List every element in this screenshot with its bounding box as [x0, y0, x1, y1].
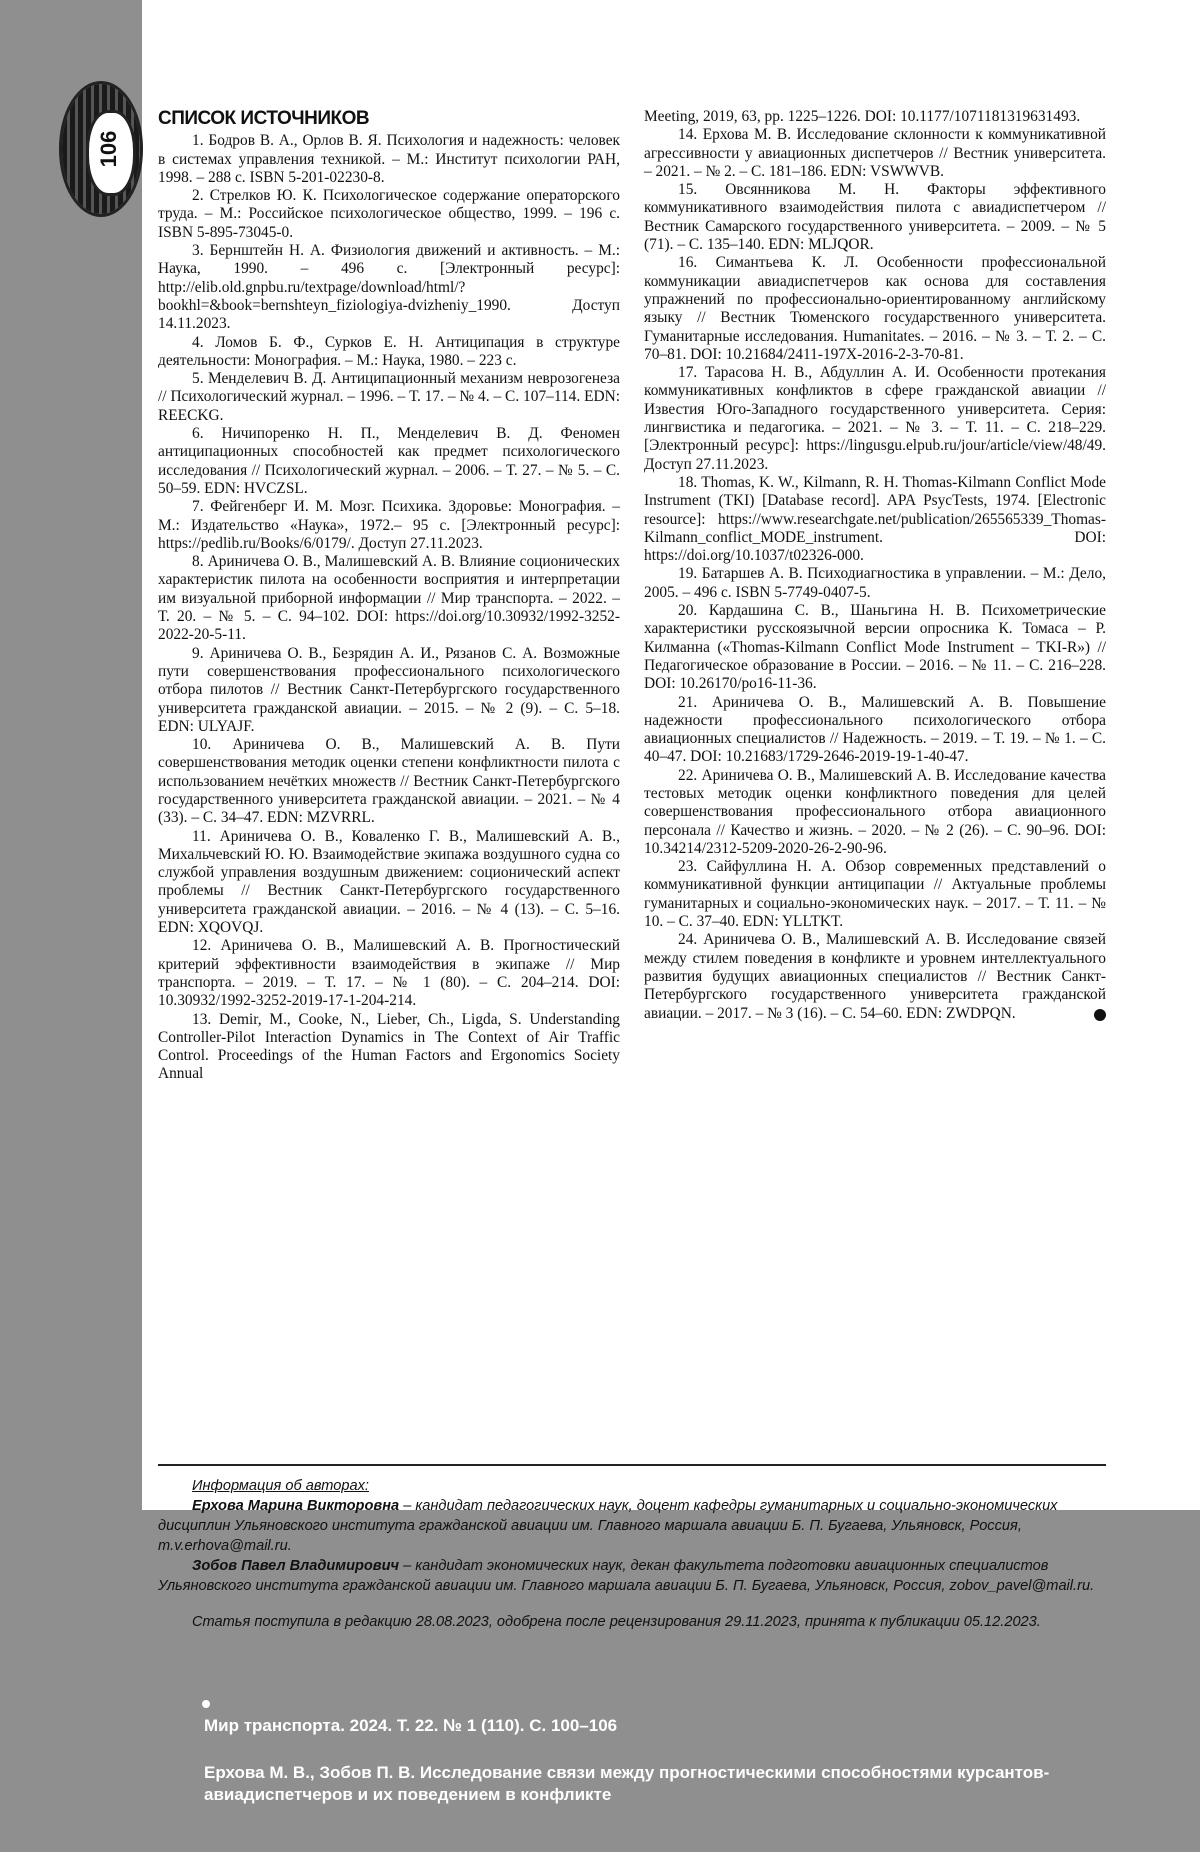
- end-mark-icon: [1094, 1009, 1106, 1021]
- reference-item: 16. Симантьева К. Л. Особенности профессиональной коммуникации авиадиспетчеров как основа для составления упражнений по профессионально-ориентированному английскому языку // Вестник Тюменского государственного университета. Гуманитарные исследования. Humanitates. – 2016. – № 3. – Т. 2. – С. 70–81. DOI: 10.21684/2411-197X-2016-2-3-70-81.: [644, 254, 1106, 363]
- reference-item: 12. Ариничева О. В., Малишевский А. В. Прогностический критерий эффективности взаимодействия в экипаже // Мир транспорта. – 2019. – Т. 17. – № 1 (80). – С. 204–214. DOI: 10.30932/1992-3252-2019-17-1-204-214.: [158, 937, 620, 1010]
- author-info: [158, 1476, 1106, 1632]
- reference-item: 1. Бодров В. А., Орлов В. Я. Психология и надежность: человек в системах управления техникой. – М.: Институт психологии РАН, 1998. – 288 с. ISBN 5-201-02230-8.: [158, 132, 620, 186]
- reference-item: 7. Фейгенберг И. М. Мозг. Психика. Здоровье: Монография. – М.: Издательство «Наука», 1972.– 95 с. [Электронный ресурс]: https://pedlib.ru/Books/6/0179/. Доступ 27.11.2023.: [158, 498, 620, 552]
- reference-item: 15. Овсянникова М. Н. Факторы эффективного коммуникативного взаимодействия пилота с авиадиспетчером // Вестник Самарского государственного университета. – 2009. – № 5 (71). – С. 135–140. EDN: MLJQOR.: [644, 181, 1106, 254]
- reference-item: 18. Thomas, K. W., Kilmann, R. H. Thomas-Kilmann Conflict Mode Instrument (TKI) [Database record]. APA PsycTests, 1974. [Electronic resource]: https://www.researchgate.net/publication/265565339_Thomas-Kilmann_conflict_MODE_instrument. DOI: https://doi.org/10.1037/t02326-000.: [644, 473, 1106, 565]
- author-1-name: Ерхова Марина Викторовна: [192, 1498, 400, 1514]
- reference-item: 9. Ариничева О. В., Безрядин А. И., Рязанов С. А. Возможные пути совершенствования профессионального психологического отбора пилотов // Вестник Санкт-Петербургского государственного университета гражданской авиации. – 2015. – № 2 (9). – С. 5–18. EDN: ULYAJF.: [158, 644, 620, 735]
- footer-citation: Ерхова М. В., Зобов П. В. Исследование связи между прогностическими способностями курсантов-авиадиспетчеров и их поведением в конфликте: [204, 1763, 1050, 1804]
- references-right-column: [644, 108, 1106, 1023]
- reference-item: 8. Ариничева О. В., Малишевский А. В. Влияние соционических характеристик пилота на особенности восприятия и интерпретации им визуальной приборной информации // Мир транспорта. – 2022. – Т. 20. – № 5. – С. 94–102. DOI: https://doi.org/10.30932/1992-3252-2022-20-5-11.: [158, 553, 620, 644]
- received-note: Статья поступила в редакцию 28.08.2023, одобрена после рецензирования 29.11.2023, принята к публикации 05.12.2023.: [192, 1614, 1041, 1630]
- references-left-column: [158, 110, 620, 1084]
- reference-item: 6. Ничипоренко Н. П., Менделевич В. Д. Феномен антиципационных способностей как предмет психологического исследования // Психологический журнал. – 2006. – Т. 27. – № 5. – С. 50–59. EDN: HVCZSL.: [158, 425, 620, 497]
- reference-continuation: Meeting, 2019, 63, pp. 1225–1226. DOI: 10.1177/1071181319631493.: [644, 108, 1081, 125]
- reference-item: 2. Стрелков Ю. К. Психологическое содержание операторского труда. – М.: Российское психологическое общество, 1999. – 196 с. ISBN 5-895-73045-0.: [158, 187, 620, 241]
- bullet-icon: [202, 1700, 210, 1708]
- reference-item: 21. Ариничева О. В., Малишевский А. В. Повышение надежности профессионального психологического отбора авиационных специалистов // Надежность. – 2019. – Т. 19. – № 1. – С. 40–47. DOI: 10.21683/1729-2646-2019-19-1-40-47.: [644, 693, 1106, 766]
- author-2: [158, 1556, 1106, 1596]
- reference-item: 23. Сайфуллина Н. А. Обзор современных представлений о коммуникативной функции антиципации // Актуальные проблемы гуманитарных и социально-экономических наук. – 2017. – Т. 11. – № 10. – С. 37–40. EDN: YLLTKT.: [644, 858, 1106, 931]
- author-2-name: Зобов Павел Владимирович: [192, 1558, 400, 1574]
- footer-journal: Мир транспорта. 2024. Т. 22. № 1 (110). С. 100–106: [204, 1716, 618, 1735]
- reference-item: 4. Ломов Б. Ф., Сурков Е. Н. Антиципация в структуре деятельности: Монография. – М.: Наука, 1980. – 223 с.: [158, 333, 620, 369]
- section-title: СПИСОК ИСТОЧНИКОВ: [158, 108, 370, 129]
- left-margin-band: [0, 0, 142, 1852]
- reference-item: 13. Demir, M., Cooke, N., Lieber, Ch., Ligda, S. Understanding Controller-Pilot Interaction Dynamics in The Context of Air Traffic Control. Proceedings of the Human Factors and Ergonomics Society Annual: [158, 1010, 620, 1083]
- page-number: 106: [96, 130, 121, 168]
- separator-rule: [158, 1464, 1106, 1466]
- reference-item: 11. Ариничева О. В., Коваленко Г. В., Малишевский А. В., Михальчевский Ю. Ю. Взаимодействие экипажа воздушного судна со службой управления воздушным движением: соционический аспект проблемы // Вестник Санкт-Петербургского государственного университета гражданской авиации. – 2016. – № 4 (13). – С. 5–16. EDN: XQOVQJ.: [158, 827, 620, 937]
- authors-heading: Информация об авторах:: [192, 1478, 369, 1494]
- reference-item: 24. Ариничева О. В., Малишевский А. В. Исследование связей между стилем поведения в конфликте и уровнем интеллектуального развития будущих авиационных специалистов // Вестник Санкт-Петербургского государственного университета гражданской авиации. – 2017. – № 3 (16). – С. 54–60. EDN: ZWDPQN.: [644, 931, 1106, 1022]
- author-2-text: – кандидат экономических наук, декан факультета подготовки авиационных специалистов Ульяновского института гражданской авиации им. Главного маршала авиации Б. П. Бугаева, Ульяновск, Россия, zobov_pavel@mail.ru.: [158, 1558, 1095, 1594]
- reference-item: 17. Тарасова Н. В., Абдуллин А. И. Особенности протекания коммуникативных конфликтов в сфере гражданской авиации // Известия Юго-Западного государственного университета. Серия: лингвистика и педагогика. – 2021. – № 3. – Т. 11. – С. 218–229. [Электронный ресурс]: https://lingusgu.elpub.ru/jour/article/view/48/49. Доступ 27.11.2023.: [644, 364, 1106, 473]
- reference-item: 10. Ариничева О. В., Малишевский А. В. Пути совершенствования методик оценки степени конфликтности пилота с использованием нечётких множеств // Вестник Санкт-Петербургского государственного университета гражданской авиации. – 2021. – № 4 (33). – С. 34–47. EDN: MZVRRL.: [158, 736, 620, 827]
- reference-item: 22. Ариничева О. В., Малишевский А. В. Исследование качества тестовых методик оценки конфликтного поведения для целей совершенствования профессионального отбора авиационного персонала // Качество и жизнь. – 2020. – № 2 (26). – С. 90–96. DOI: 10.34214/2312-5209-2020-26-2-90-96.: [644, 766, 1106, 857]
- author-1: [158, 1496, 1106, 1556]
- reference-item: 3. Бернштейн Н. А. Физиология движений и активность. – М.: Наука, 1990. – 496 с. [Электронный ресурс]: http://elib.old.gnpbu.ru/textpage/download/html/?bookhl=&book=bernshteyn_fiziologiya-dvizheniy_1990. Доступ 14.11.2023.: [158, 242, 620, 333]
- reference-item: 14. Ерхова М. В. Исследование склонности к коммуникативной агрессивности у авиационных диспетчеров // Вестник университета. – 2021. – № 2. – С. 181–186. EDN: VSWWVB.: [644, 126, 1106, 180]
- reference-item: 20. Кардашина С. В., Шаньгина Н. В. Психометрические характеристики русскоязычной версии опросника К. Томаса – Р. Килманна («Thomas-Kilmann Conflict Mode Instrument – TKI-R») // Педагогическое образование в России. – 2016. – № 11. – С. 216–228. DOI: 10.26170/po16-11-36.: [644, 602, 1106, 693]
- reference-item: 19. Батаршев А. В. Психодиагностика в управлении. – М.: Дело, 2005. – 496 с. ISBN 5-7749-0407-5.: [644, 565, 1106, 601]
- author-1-text: – кандидат педагогических наук, доцент кафедры гуманитарных и социально-экономических дисциплин Ульяновского института гражданской авиации им. Главного маршала авиации Б. П. Бугаева, Ульяновск, Россия, m.v.erhova@mail.ru.: [158, 1498, 1058, 1554]
- reference-item: 5. Менделевич В. Д. Антиципационный механизм неврозогенеза // Психологический журнал. – 1996. – Т. 17. – № 4. – С. 107–114. EDN: REECKG.: [158, 370, 620, 424]
